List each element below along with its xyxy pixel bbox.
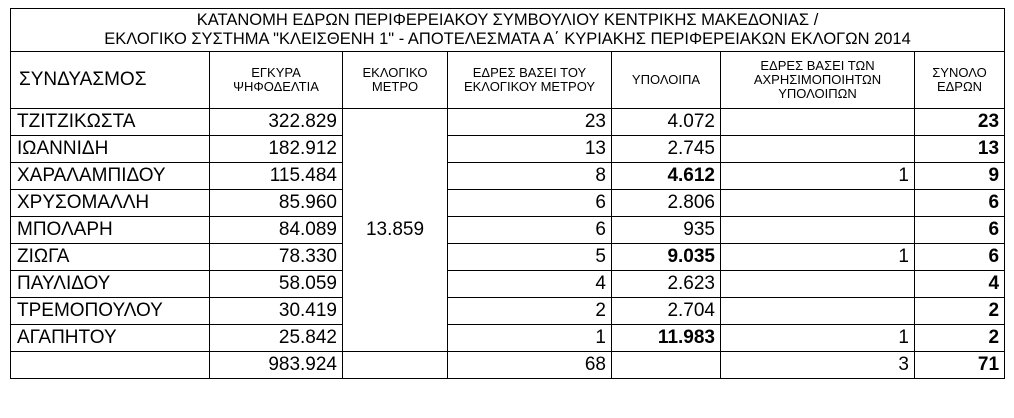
totals-remainder-empty [612, 352, 721, 379]
row-votes: 78.330 [210, 244, 343, 271]
row-votes: 322.829 [210, 109, 343, 136]
header-ypoloipa: ΥΠΟΛΟΙΠΑ [612, 52, 721, 109]
row-seats-rem [721, 109, 915, 136]
results-table-container [10, 8, 1004, 379]
totals-votes: 983.924 [210, 352, 343, 379]
table-title [11, 9, 1005, 52]
row-remainder: 9.035 [612, 244, 721, 271]
row-seats-rem: 1 [721, 325, 915, 352]
row-name: ΖΙΩΓΑ [11, 244, 210, 271]
header-row [11, 52, 1005, 109]
row-seats-metro: 23 [448, 109, 612, 136]
metro-value: 13.859 [343, 109, 448, 352]
table-row [11, 271, 1005, 298]
row-seats-metro: 5 [448, 244, 612, 271]
totals-seats-rem: 3 [721, 352, 915, 379]
row-votes: 85.960 [210, 190, 343, 217]
header-synolo: ΣΥΝΟΛΟ ΕΔΡΩΝ [915, 52, 1005, 109]
table-row [11, 163, 1005, 190]
table-row [11, 136, 1005, 163]
row-remainder: 2.623 [612, 271, 721, 298]
row-votes: 30.419 [210, 298, 343, 325]
row-total: 2 [915, 325, 1005, 352]
row-total: 6 [915, 244, 1005, 271]
totals-metro-empty [343, 352, 448, 379]
row-seats-metro: 6 [448, 190, 612, 217]
row-total: 13 [915, 136, 1005, 163]
row-name: ΙΩΑΝΝΙΔΗ [11, 136, 210, 163]
row-seats-metro: 6 [448, 217, 612, 244]
header-egkyra: ΕΓΚΥΡΑ ΨΗΦΟΔΕΛΤΙΑ [210, 52, 343, 109]
row-seats-metro: 8 [448, 163, 612, 190]
row-remainder: 2.704 [612, 298, 721, 325]
row-name: ΧΡΥΣΟΜΑΛΛΗ [11, 190, 210, 217]
row-total: 2 [915, 298, 1005, 325]
row-remainder: 4.612 [612, 163, 721, 190]
row-seats-rem [721, 217, 915, 244]
row-remainder: 2.745 [612, 136, 721, 163]
row-name: ΧΑΡΑΛΑΜΠΙΔΟΥ [11, 163, 210, 190]
totals-label [11, 352, 210, 379]
table-row [11, 325, 1005, 352]
row-votes: 25.842 [210, 325, 343, 352]
row-seats-rem [721, 271, 915, 298]
row-remainder: 935 [612, 217, 721, 244]
header-edres-metrou: ΕΔΡΕΣ ΒΑΣΕΙ ΤΟΥ ΕΚΛΟΓΙΚΟΥ ΜΕΤΡΟΥ [448, 52, 612, 109]
row-seats-rem [721, 136, 915, 163]
header-edres-ypoloipon: ΕΔΡΕΣ ΒΑΣΕΙ ΤΩΝ ΑΧΡΗΣΙΜΟΠΟΙΗΤΩΝ ΥΠΟΛΟΙΠΩΝ [721, 52, 915, 109]
totals-row [11, 352, 1005, 379]
row-name: ΤΡΕΜΟΠΟΥΛΟΥ [11, 298, 210, 325]
row-remainder: 4.072 [612, 109, 721, 136]
totals-seats-metro: 68 [448, 352, 612, 379]
seat-allocation-table [10, 8, 1005, 379]
row-total: 9 [915, 163, 1005, 190]
row-votes: 84.089 [210, 217, 343, 244]
row-seats-rem [721, 190, 915, 217]
row-seats-metro: 2 [448, 298, 612, 325]
row-name: ΠΑΥΛΙΔΟΥ [11, 271, 210, 298]
table-row [11, 190, 1005, 217]
row-name: ΑΓΑΠΗΤΟΥ [11, 325, 210, 352]
row-remainder: 2.806 [612, 190, 721, 217]
row-name: ΜΠΟΛΑΡΗ [11, 217, 210, 244]
totals-total: 71 [915, 352, 1005, 379]
row-seats-metro: 13 [448, 136, 612, 163]
row-votes: 58.059 [210, 271, 343, 298]
row-votes: 182.912 [210, 136, 343, 163]
table-row [11, 217, 1005, 244]
row-seats-metro: 1 [448, 325, 612, 352]
title-line-2: ΕΚΛΟΓΙΚΟ ΣΥΣΤΗΜΑ "ΚΛΕΙΣΘΕΝΗ 1" - ΑΠΟΤΕΛΕΣΜΑΤΑ Α΄ ΚΥΡΙΑΚΗΣ ΠΕΡΙΦΕΡΕΙΑΚΩΝ ΕΚΛΟΓΩΝ 2014 [104, 30, 911, 48]
row-seats-rem: 1 [721, 244, 915, 271]
row-name: ΤΖΙΤΖΙΚΩΣΤΑ [11, 109, 210, 136]
title-line-1: ΚΑΤΑΝΟΜΗ ΕΔΡΩΝ ΠΕΡΙΦΕΡΕΙΑΚΟΥ ΣΥΜΒΟΥΛΙΟΥ ΚΕΝΤΡΙΚΗΣ ΜΑΚΕΔΟΝΙΑΣ / [196, 11, 819, 29]
row-total: 23 [915, 109, 1005, 136]
table-row [11, 298, 1005, 325]
row-total: 6 [915, 190, 1005, 217]
row-seats-rem: 1 [721, 163, 915, 190]
header-syndyasmos: ΣΥΝΔΥΑΣΜΟΣ [11, 52, 210, 109]
row-total: 4 [915, 271, 1005, 298]
row-votes: 115.484 [210, 163, 343, 190]
table-title-row [11, 9, 1005, 52]
row-seats-rem [721, 298, 915, 325]
table-row [11, 109, 1005, 136]
header-metro: ΕΚΛΟΓΙΚΟ ΜΕΤΡΟ [343, 52, 448, 109]
row-seats-metro: 4 [448, 271, 612, 298]
row-total: 6 [915, 217, 1005, 244]
row-remainder: 11.983 [612, 325, 721, 352]
table-row [11, 244, 1005, 271]
